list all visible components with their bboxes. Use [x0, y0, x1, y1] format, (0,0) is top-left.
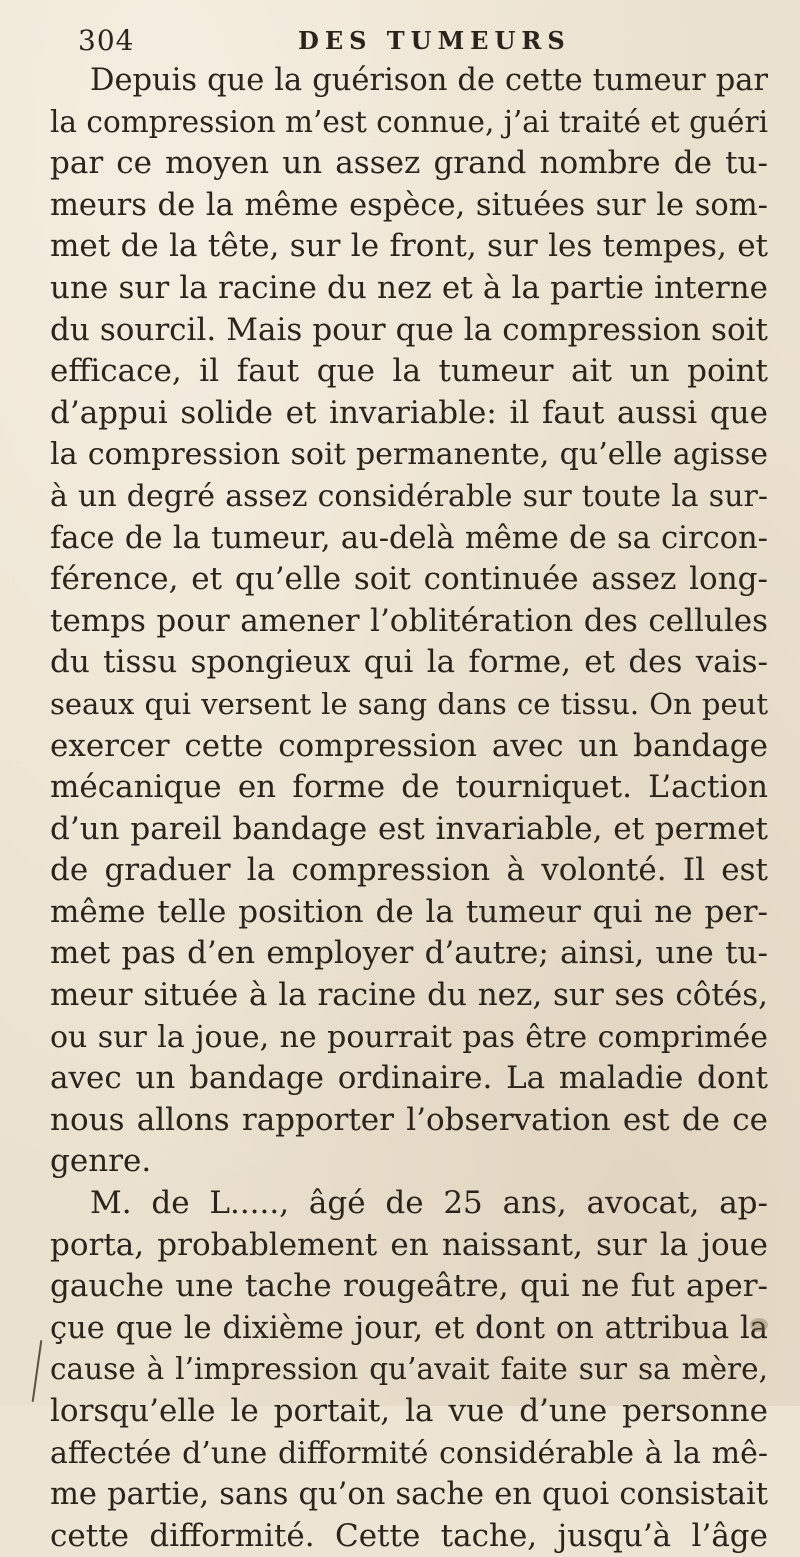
text-line: la compression m’est connue, j’ai traité et guéri	[50, 104, 768, 139]
text-line: genre.	[50, 1143, 152, 1180]
margin-pencil-mark	[32, 1340, 43, 1402]
text-line: met pas d’en employer d’autre; ainsi, une tu-	[50, 935, 768, 972]
text-line: efficace, il faut que la tumeur ait un point	[50, 353, 768, 390]
text-line: çue que le dixième jour, et dont on attribua la	[50, 1310, 768, 1346]
text-line: mécanique en forme de tourniquet. L’action	[50, 769, 768, 806]
text-line: cause à l’impression qu’avait faite sur sa mère,	[50, 1352, 768, 1387]
text-line: lorsqu’elle le portait, la vue d’une personne	[50, 1393, 768, 1429]
text-line: une sur la racine du nez et à la partie interne	[50, 269, 768, 306]
text-line: avec un bandage ordinaire. La maladie dont	[50, 1060, 768, 1097]
text-line: porta, probablement en naissant, sur la joue	[50, 1226, 768, 1263]
text-line: par ce moyen un assez grand nombre de tu-	[50, 145, 768, 182]
text-line: du tissu spongieux qui la forme, et des vais-	[50, 644, 768, 681]
text-line: meurs de la même espèce, situées sur le som-	[50, 187, 768, 223]
text-line: de graduer la compression à volonté. Il est	[50, 852, 768, 889]
text-line: d’appui solide et invariable: il faut aussi que	[50, 394, 768, 431]
page-header	[78, 20, 768, 60]
text-line: met de la tête, sur le front, sur les tempes, et	[50, 228, 768, 265]
body-text	[50, 60, 768, 1557]
text-line: temps pour amener l’oblitération des cellules	[50, 602, 768, 639]
text-line: affectée d’une difformité considérable à la mê-	[50, 1435, 768, 1471]
text-line: même telle position de la tumeur qui ne per-	[50, 893, 768, 930]
page-number: 304	[78, 24, 135, 57]
running-head: DES TUMEURS	[298, 26, 571, 55]
text-line: Depuis que la guérison de cette tumeur par	[90, 63, 768, 98]
text-line: M. de L....., âgé de 25 ans, avocat, ap-	[90, 1185, 768, 1222]
text-line: férence, et qu’elle soit continuée assez long-	[50, 561, 768, 598]
text-line: me partie, sans qu’on sache en quoi consistait	[50, 1477, 768, 1513]
ink-blot	[750, 1318, 768, 1332]
text-line: meur située à la racine du nez, sur ses côtés,	[50, 977, 768, 1014]
text-line: exercer cette compression avec un bandage	[50, 727, 768, 764]
text-line: ou sur la joue, ne pourrait pas être comprimée	[50, 1019, 768, 1055]
text-line: du sourcil. Mais pour que la compression soit	[50, 311, 768, 348]
text-line: cette difformité. Cette tache, jusqu’à l’âge	[50, 1517, 768, 1554]
text-line: gauche une tache rougeâtre, qui ne fut aper-	[50, 1268, 768, 1305]
text-line: nous allons rapporter l’observation est de ce	[50, 1101, 768, 1138]
text-line: à un degré assez considérable sur toute la sur-	[50, 478, 768, 514]
text-line: d’un pareil bandage est invariable, et permet	[50, 810, 768, 847]
text-line: la compression soit permanente, qu’elle agisse	[50, 437, 768, 473]
text-line: seaux qui versent le sang dans ce tissu. On peut	[50, 686, 768, 721]
text-line: face de la tumeur, au-delà même de sa circon-	[50, 520, 768, 556]
